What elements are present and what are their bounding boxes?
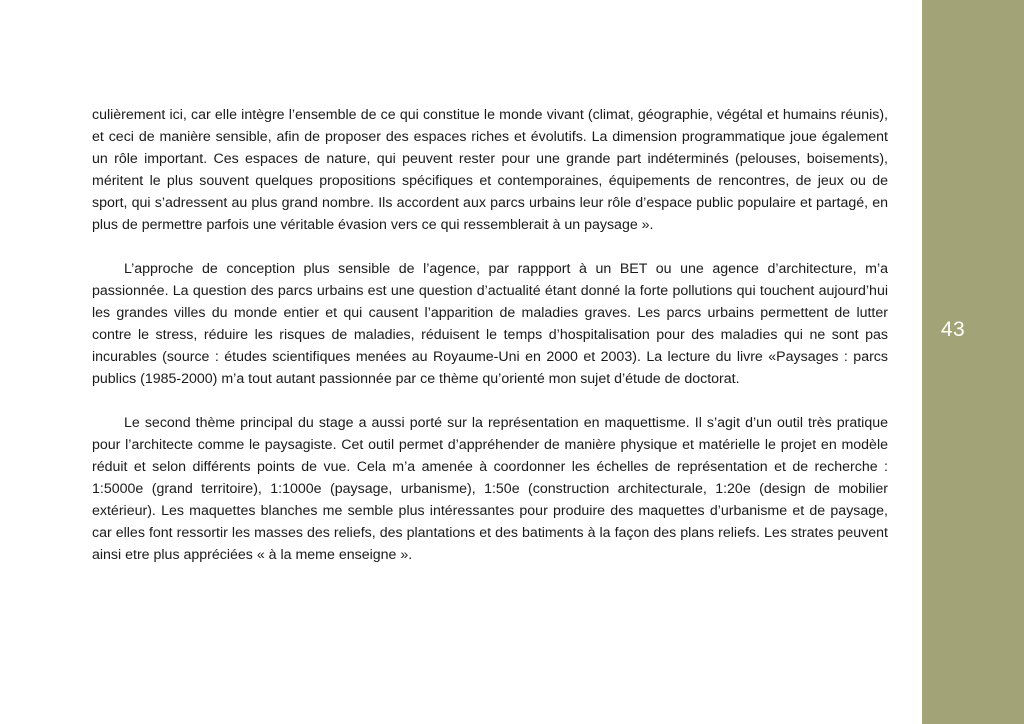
paragraph-1: culièrement ici, car elle intègre l’ensemble de ce qui constitue le monde vivant (climat, géographie, végétal et humains réunis), et ceci de manière sensible, afin de proposer des espaces riches et évolutifs. La dimension programmatique joue également un rôle important. Ces espaces de nature, qui peuvent rester pour une grande part indéterminés (pelouses, boisements), méritent le plus souvent quelques propositions spécifiques et contemporaines, équipements de rencontres, de jeux ou de sport, qui s’adressent au plus grand nombre. Ils accordent aux parcs urbains leur rôle d’espace public populaire et partagé, en plus de permettre parfois une véritable évasion vers ce qui ressemblerait à un paysage ».	[92, 107, 888, 233]
page-number: 43	[940, 318, 966, 341]
side-color-band	[922, 0, 1024, 724]
body-text	[92, 104, 888, 566]
paragraph-3: Le second thème principal du stage a aussi porté sur la représentation en maquettisme. Il s’agit d’un outil très pratique pour l’architecte comme le paysagiste. Cet outil permet d’appréhender de manière physique et matérielle le projet en modèle réduit et selon différents points de vue. Cela m’a amenée à coordonner les échelles de représentation et de recherche : 1:5000e (grand territoire), 1:1000e (paysage, urbanisme), 1:50e (construction architecturale, 1:20e (design de mobilier extérieur). Les maquettes blanches me semble plus intéressantes pour produire des maquettes d’urbanisme et de paysage, car elles font ressortir les masses des reliefs, des plantations et des batiments à la façon des plans reliefs. Les strates peuvent ainsi etre plus appréciées « à la meme enseigne ».	[92, 415, 888, 563]
paragraph-2: L’approche de conception plus sensible de l’agence, par rappport à un BET ou une agence d’architecture, m’a passionnée. La question des parcs urbains est une question d’actualité étant donné la forte pollutions qui touchent aujourd’hui les grandes villes du monde entier et qui causent l’apparition de maladies graves. Les parcs urbains permettent de lutter contre le stress, réduire les risques de maladies, réduisent le temps d’hospitalisation pour des maladies qui ne sont pas incurables (source : études scientifiques menées au Royaume-Uni en 2000 et 2003). La lecture du livre «Paysages : parcs publics (1985-2000) m’a tout autant passionnée par ce thème qu’orienté mon sujet d’étude de doctorat.	[92, 261, 888, 387]
